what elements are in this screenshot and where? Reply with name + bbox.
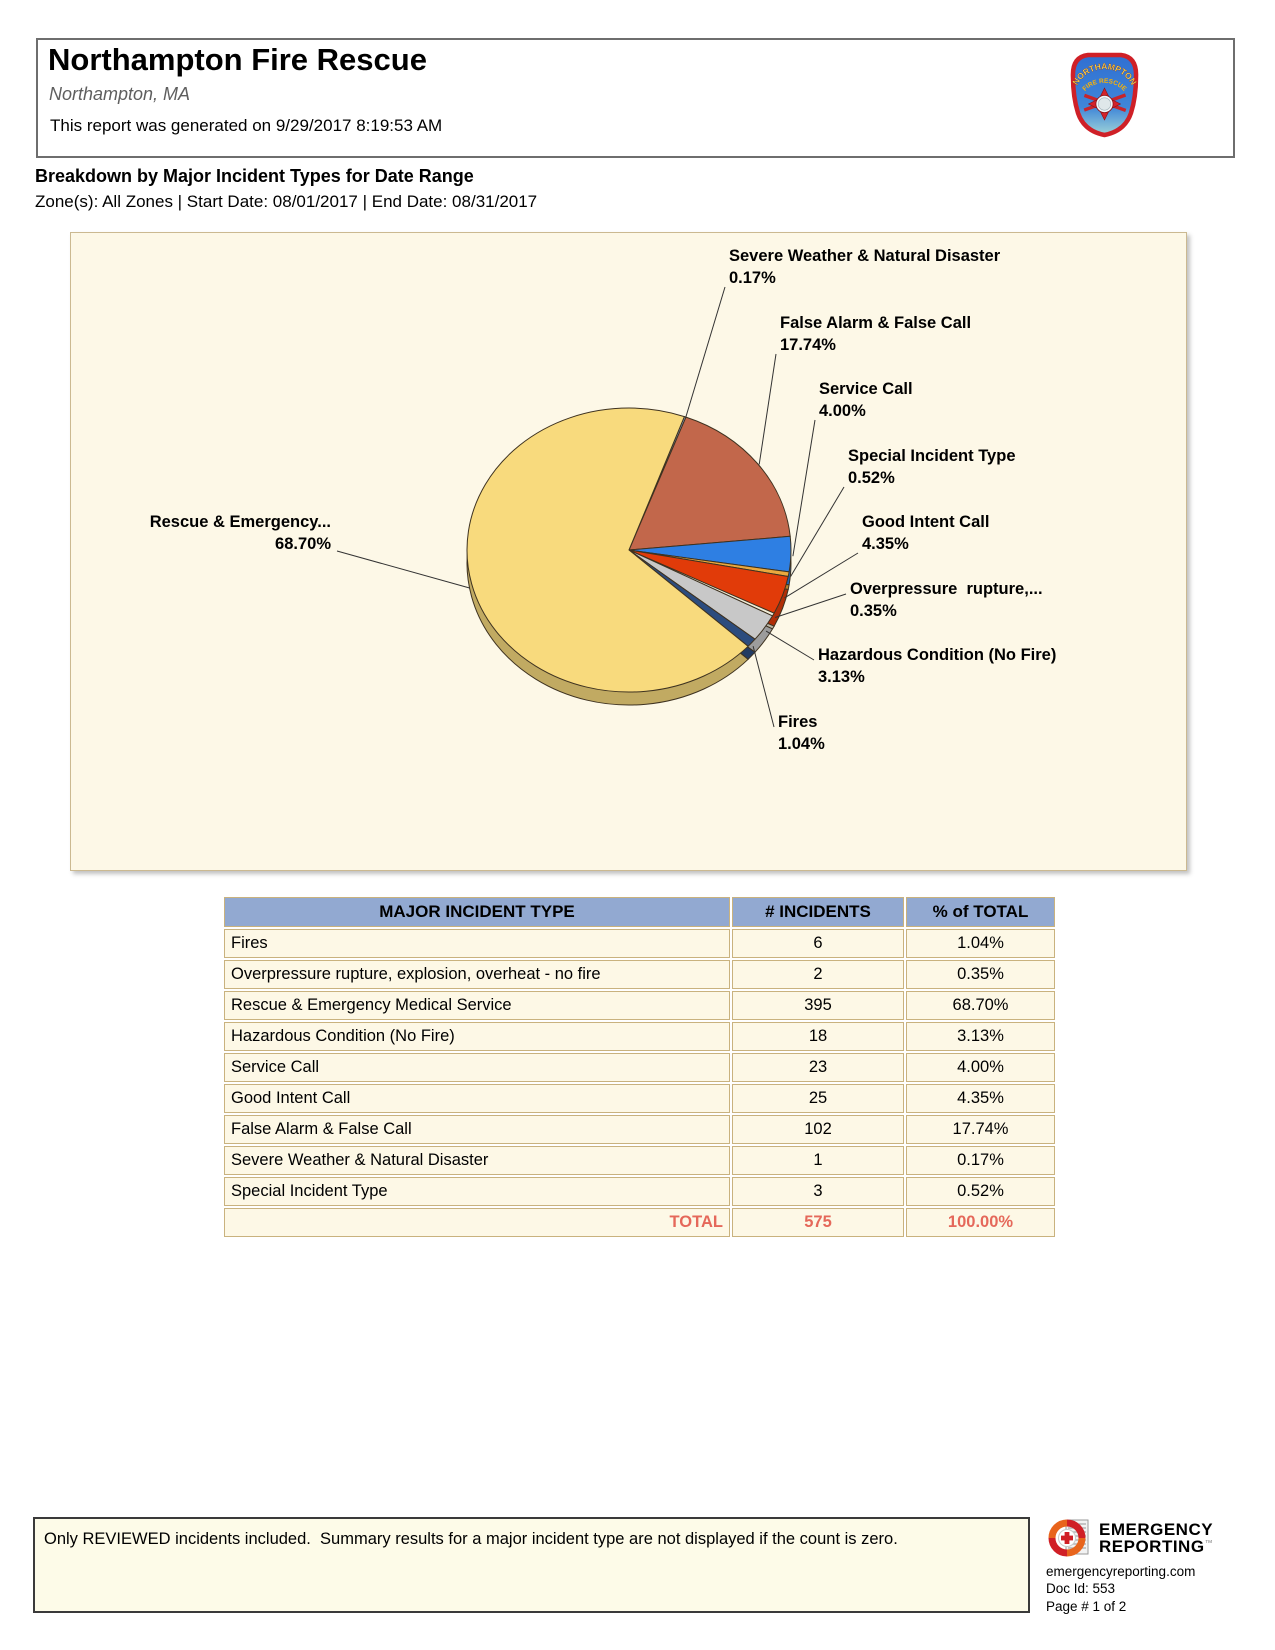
incident-pct-cell: 3.13% bbox=[906, 1022, 1055, 1051]
table-row bbox=[224, 1177, 1055, 1206]
page-title: Northampton Fire Rescue bbox=[48, 42, 427, 77]
pie-label-pct-special-incident-type: 0.52% bbox=[848, 469, 895, 487]
emergency-reporting-wordmark: EMERGENCY REPORTING™ bbox=[1099, 1520, 1214, 1557]
incident-count-cell: 25 bbox=[732, 1084, 904, 1113]
badge-text-top: NORTHAMPTON bbox=[1070, 61, 1139, 87]
incident-pct-cell: 0.35% bbox=[906, 960, 1055, 989]
pie-label-overpressure-rupture-explosion-overheat-no-fire: Overpressure rupture,... bbox=[850, 580, 1043, 598]
pie-label-pct-good-intent-call: 4.35% bbox=[862, 535, 909, 553]
badge-text-bottom: FIRE RESCUE bbox=[1081, 77, 1128, 93]
incident-type-cell: Fires bbox=[224, 929, 730, 958]
department-location: Northampton, MA bbox=[49, 84, 191, 104]
incident-pct-cell: 17.74% bbox=[906, 1115, 1055, 1144]
table-header-row bbox=[224, 897, 1055, 927]
pie-label-service-call: Service Call bbox=[819, 380, 913, 398]
section-title: Breakdown by Major Incident Types for Date Range bbox=[35, 166, 474, 186]
incident-count-cell: 23 bbox=[732, 1053, 904, 1082]
table-row bbox=[224, 1084, 1055, 1113]
table-row bbox=[224, 991, 1055, 1020]
table-col-header: # INCIDENTS bbox=[732, 897, 904, 927]
incident-type-cell: Severe Weather & Natural Disaster bbox=[224, 1146, 730, 1175]
trademark-symbol: ™ bbox=[1204, 1538, 1214, 1548]
emergency-reporting-block bbox=[1046, 1516, 1266, 1615]
generated-timestamp: This report was generated on 9/29/2017 8:19:53 AM bbox=[50, 116, 443, 135]
footer-note-text: Only REVIEWED incidents included. Summary results for a major incident type are not displayed if the count is zero. bbox=[44, 1530, 898, 1548]
pie-chart-panel bbox=[70, 232, 1187, 871]
table-col-header: MAJOR INCIDENT TYPE bbox=[224, 897, 730, 927]
incident-type-cell: False Alarm & False Call bbox=[224, 1115, 730, 1144]
incident-pct-cell: 0.17% bbox=[906, 1146, 1055, 1175]
incident-type-cell: Service Call bbox=[224, 1053, 730, 1082]
report-header bbox=[36, 38, 1235, 158]
incident-pct-cell: 4.35% bbox=[906, 1084, 1055, 1113]
pie-label-good-intent-call: Good Intent Call bbox=[862, 513, 990, 531]
incident-type-cell: Overpressure rupture, explosion, overheat - no fire bbox=[224, 960, 730, 989]
pie-label-fires: Fires bbox=[778, 713, 818, 731]
footer-note-box bbox=[33, 1517, 1030, 1613]
pie-label-pct-rescue-emergency-medical-service: 68.70% bbox=[275, 535, 331, 553]
pie-label-pct-overpressure-rupture-explosion-overheat-no-fire: 0.35% bbox=[850, 602, 897, 620]
table-row bbox=[224, 929, 1055, 958]
total-count: 575 bbox=[732, 1208, 904, 1237]
incident-summary-table bbox=[222, 895, 1057, 1239]
pie-leader-line-service-call bbox=[793, 420, 815, 556]
pie-label-pct-hazardous-condition-no-fire: 3.13% bbox=[818, 668, 865, 686]
pie-leader-line-hazardous-condition-no-fire bbox=[766, 631, 814, 660]
fire-department-badge-logo bbox=[1067, 52, 1142, 138]
total-label: TOTAL bbox=[224, 1208, 730, 1237]
incident-pct-cell: 1.04% bbox=[906, 929, 1055, 958]
incident-type-cell: Special Incident Type bbox=[224, 1177, 730, 1206]
incident-pct-cell: 4.00% bbox=[906, 1053, 1055, 1082]
report-filters: Zone(s): All Zones | Start Date: 08/01/2017 | End Date: 08/31/2017 bbox=[35, 192, 538, 211]
incident-count-cell: 1 bbox=[732, 1146, 904, 1175]
incident-count-cell: 3 bbox=[732, 1177, 904, 1206]
pie-label-hazardous-condition-no-fire: Hazardous Condition (No Fire) bbox=[818, 646, 1057, 664]
incident-type-cell: Hazardous Condition (No Fire) bbox=[224, 1022, 730, 1051]
incident-count-cell: 18 bbox=[732, 1022, 904, 1051]
incident-count-cell: 2 bbox=[732, 960, 904, 989]
page-number: Page # 1 of 2 bbox=[1046, 1598, 1127, 1614]
incident-type-cell: Good Intent Call bbox=[224, 1084, 730, 1113]
pie-label-pct-severe-weather-natural-disaster: 0.17% bbox=[729, 269, 776, 287]
table-row bbox=[224, 960, 1055, 989]
table-total-row bbox=[224, 1208, 1055, 1237]
table-row bbox=[224, 1146, 1055, 1175]
pie-label-special-incident-type: Special Incident Type bbox=[848, 447, 1016, 465]
pie-label-pct-service-call: 4.00% bbox=[819, 402, 866, 420]
doc-id: Doc Id: 553 bbox=[1046, 1581, 1116, 1597]
incident-type-cell: Rescue & Emergency Medical Service bbox=[224, 991, 730, 1020]
pie-leader-line-severe-weather-natural-disaster bbox=[686, 287, 725, 417]
incident-count-cell: 395 bbox=[732, 991, 904, 1020]
pie-leader-line-fires bbox=[753, 646, 774, 727]
table-row bbox=[224, 1115, 1055, 1144]
table-row bbox=[224, 1053, 1055, 1082]
incident-count-cell: 102 bbox=[732, 1115, 904, 1144]
pie-label-severe-weather-natural-disaster: Severe Weather & Natural Disaster bbox=[729, 247, 1001, 265]
pie-leader-line-rescue-emergency-medical-service bbox=[337, 551, 470, 588]
table-row bbox=[224, 1022, 1055, 1051]
emergency-reporting-url: emergencyreporting.com bbox=[1046, 1564, 1196, 1579]
pie-label-pct-fires: 1.04% bbox=[778, 735, 825, 753]
pie-label-pct-false-alarm-false-call: 17.74% bbox=[780, 336, 836, 354]
pie-label-rescue-emergency-medical-service: Rescue & Emergency... bbox=[149, 513, 331, 531]
pie-leader-line-good-intent-call bbox=[785, 553, 859, 598]
incident-pct-cell: 68.70% bbox=[906, 991, 1055, 1020]
pie-leader-line-special-incident-type bbox=[791, 487, 844, 577]
total-pct: 100.00% bbox=[906, 1208, 1055, 1237]
incident-pie-chart bbox=[71, 233, 1186, 870]
pie-label-false-alarm-false-call: False Alarm & False Call bbox=[780, 314, 972, 332]
incident-pct-cell: 0.52% bbox=[906, 1177, 1055, 1206]
emergency-reporting-logo-icon bbox=[1046, 1516, 1090, 1560]
incident-count-cell: 6 bbox=[732, 929, 904, 958]
pie-leader-line-false-alarm-false-call bbox=[759, 354, 776, 464]
table-col-header: % of TOTAL bbox=[906, 897, 1055, 927]
